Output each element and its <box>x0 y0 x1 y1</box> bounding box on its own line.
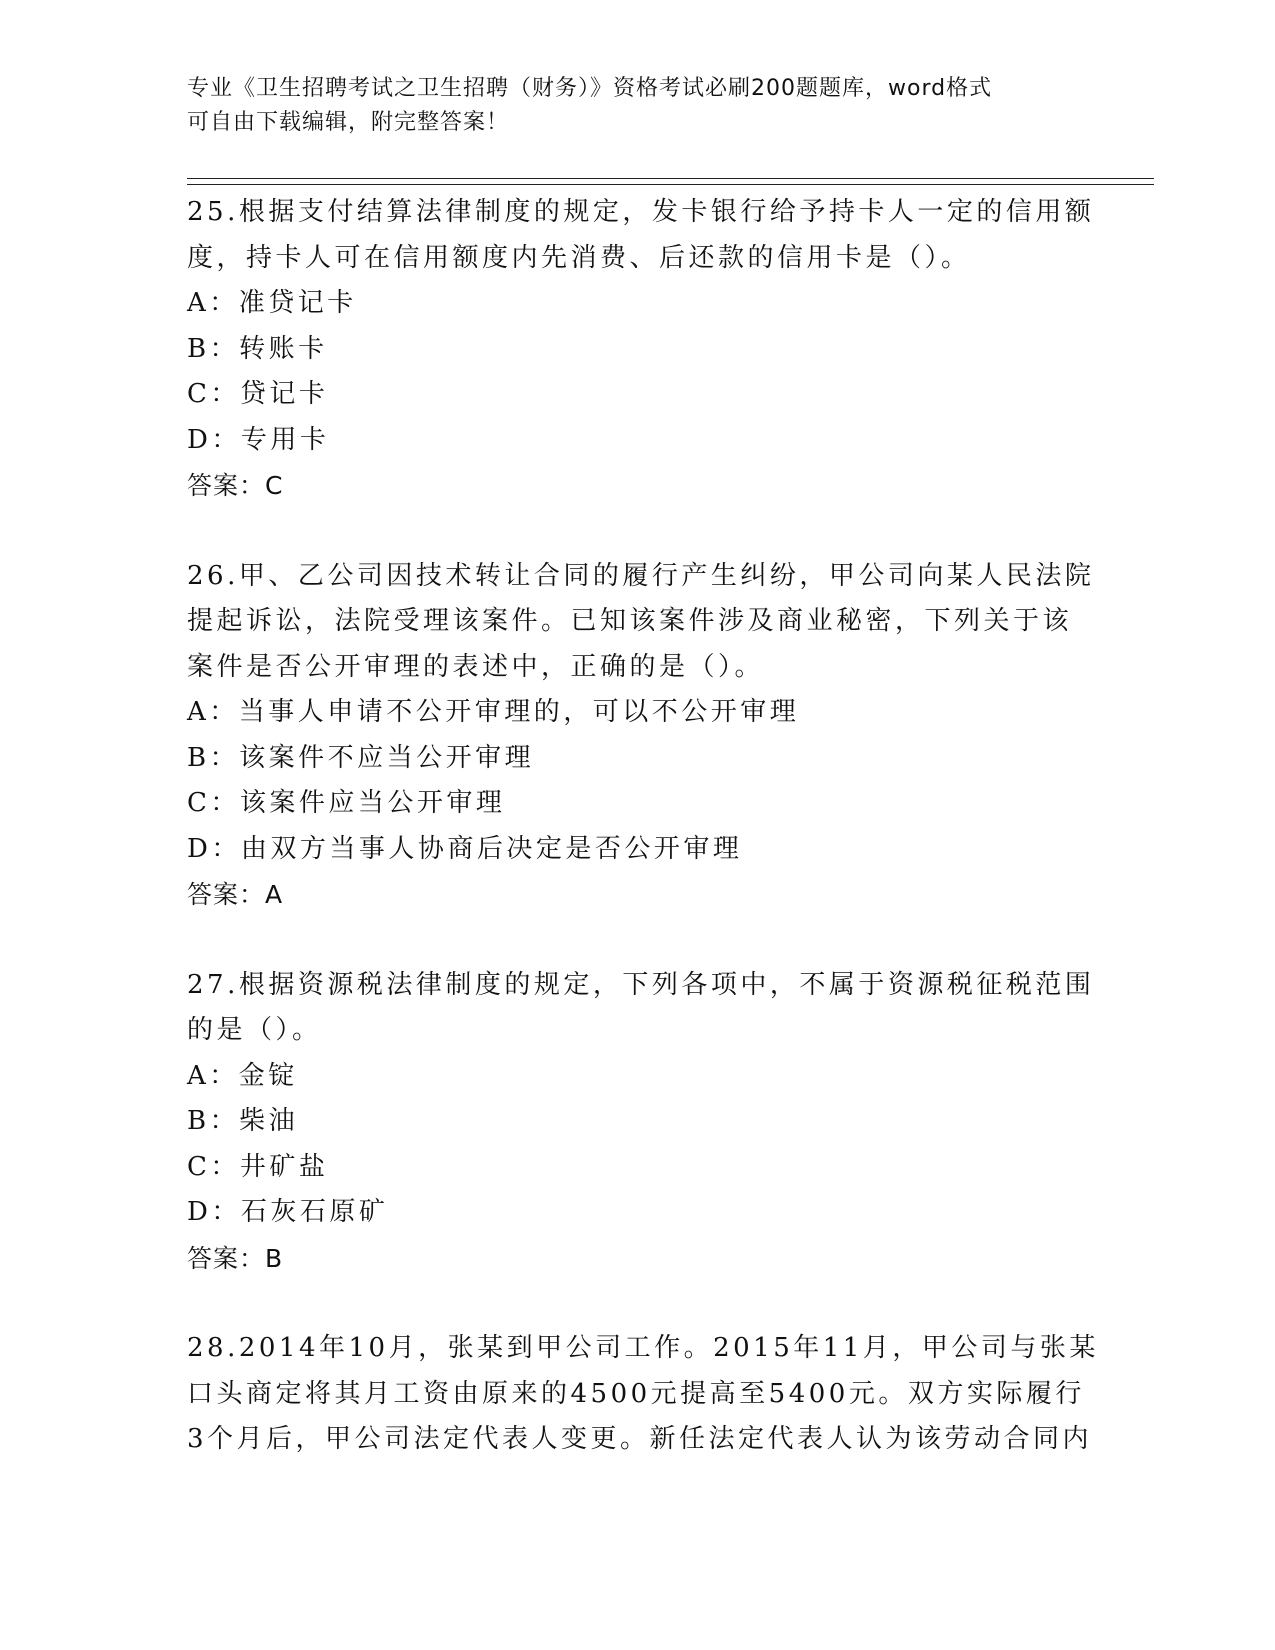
question-stem-line: 27.根据资源税法律制度的规定，下列各项中，不属于资源税征税范围 <box>187 969 1095 1000</box>
answer-line: 答案：C <box>187 471 284 500</box>
option-a: A：金锭 <box>187 1060 298 1091</box>
answer-line: 答案：A <box>187 880 284 909</box>
option-a: A：准贷记卡 <box>187 288 357 318</box>
question-stem-line: 25.根据支付结算法律制度的规定，发卡银行给予持卡人一定的信用额 <box>187 197 1095 227</box>
question-stem-line: 提起诉讼，法院受理该案件。已知该案件涉及商业秘密，下列关于该 <box>187 606 1073 636</box>
header-divider-thick <box>187 184 1154 185</box>
option-d: D：石灰石原矿 <box>187 1197 389 1227</box>
option-b: B：柴油 <box>187 1106 299 1136</box>
question-list <box>187 190 1099 1463</box>
option-d: D：由双方当事人协商后决定是否公开审理 <box>187 833 743 864</box>
question-stem-line: 口头商定将其月工资由原来的4500元提高至5400元。双方实际履行 <box>187 1378 1085 1409</box>
document-header <box>187 72 1087 140</box>
header-line-2: 可自由下载编辑，附完整答案！ <box>187 110 510 135</box>
option-d: D：专用卡 <box>187 424 330 455</box>
option-a: A：当事人申请不公开审理的，可以不公开审理 <box>187 697 800 727</box>
header-divider-thin <box>187 178 1154 179</box>
header-line-1: 专业《卫生招聘考试之卫生招聘（财务）》资格考试必刷200题题库，word格式 <box>187 76 993 101</box>
option-c: C：井矿盐 <box>187 1151 329 1182</box>
question-stem-line: 3个月后，甲公司法定代表人变更。新任法定代表人认为该劳动合同内 <box>187 1424 1093 1454</box>
question-stem-line: 26.甲、乙公司因技术转让合同的履行产生纠纷，甲公司向某人民法院 <box>187 560 1095 591</box>
answer-line: 答案：B <box>187 1243 284 1273</box>
question-25 <box>187 190 1095 509</box>
option-c: C：贷记卡 <box>187 379 329 409</box>
question-stem-line: 的是（）。 <box>187 1015 322 1045</box>
question-stem-line: 度，持卡人可在信用额度内先消费、后还款的信用卡是（）。 <box>187 242 971 273</box>
option-c: C：该案件应当公开审理 <box>187 788 506 818</box>
question-stem-line: 案件是否公开审理的表述中，正确的是（）。 <box>187 651 765 682</box>
question-28 <box>187 1326 1099 1463</box>
question-stem-line: 28.2014年10月，张某到甲公司工作。2015年11月，甲公司与张某 <box>187 1333 1099 1363</box>
question-27 <box>187 963 1095 1282</box>
option-b: B：转账卡 <box>187 333 328 364</box>
question-26 <box>187 554 1095 918</box>
option-b: B：该案件不应当公开审理 <box>187 742 535 773</box>
